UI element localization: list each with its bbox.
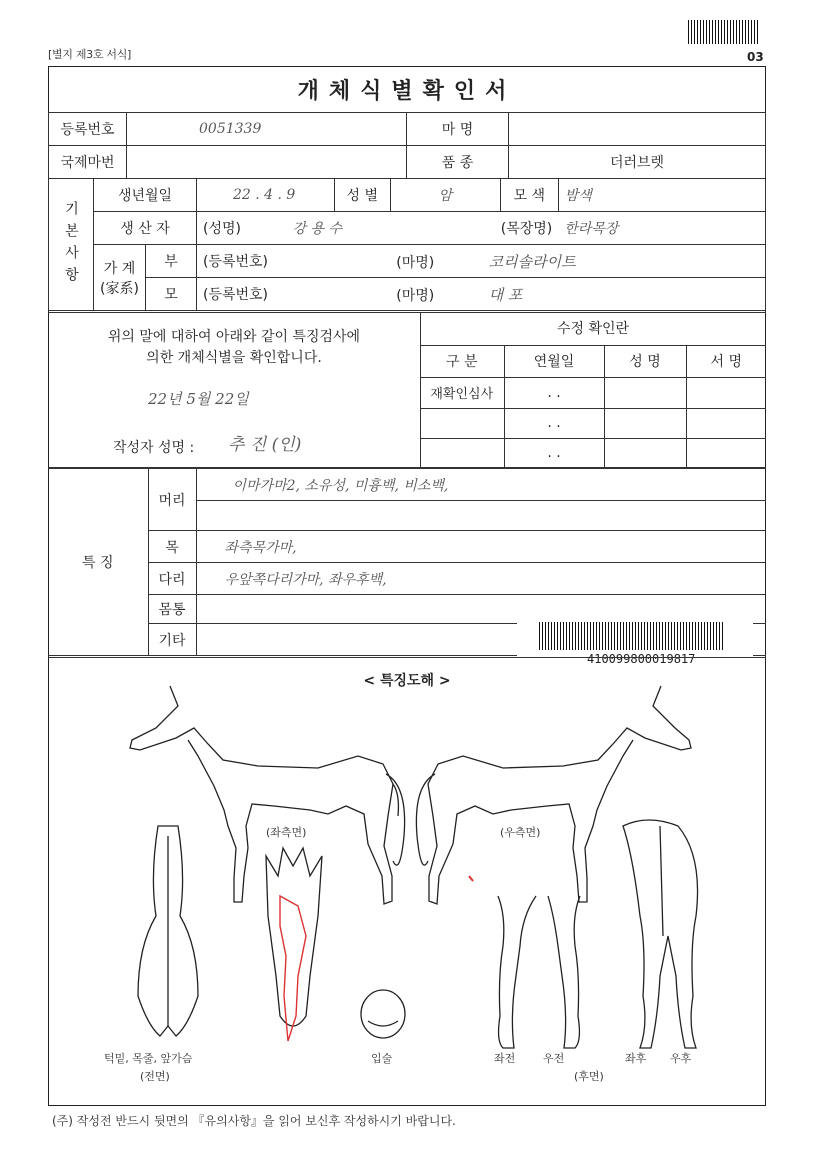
sire-name-cell: (마명) 코리솔라이트 <box>390 245 765 278</box>
barcode-bar <box>647 622 648 650</box>
farm-value: 한라목장 <box>558 212 765 245</box>
barcode-bar <box>626 622 627 650</box>
barcode-bar <box>599 622 600 650</box>
breeder-label: 생 산 자 <box>94 212 197 245</box>
barcode-bar <box>566 622 567 650</box>
front-legs-view <box>498 896 580 1048</box>
body-label: 몸통 <box>148 595 196 624</box>
row1-category: 재확인심사 <box>420 377 504 408</box>
barcode-bar <box>623 622 624 650</box>
pedigree-label: 가 계 (家系) <box>94 245 146 311</box>
breed-label: 품 종 <box>407 146 509 179</box>
confirm-statement-1: 위의 말에 대하여 아래와 같이 특징검사에 <box>107 329 361 345</box>
dam-name-cell: (마명) 대 포 <box>390 278 765 311</box>
barcode-bar <box>692 622 693 650</box>
barcode-bar <box>614 622 615 650</box>
barcode-bar <box>748 20 749 44</box>
registration-table <box>48 112 766 179</box>
farm-label: (목장명) <box>390 212 558 245</box>
barcode-bar <box>691 20 692 44</box>
barcode-bar <box>697 20 698 44</box>
head-value: 이마가마2, 소유성, 미흉백, 비소백, <box>196 469 766 501</box>
correction-table <box>420 312 766 468</box>
barcode-bar <box>727 20 728 44</box>
sire-label: 부 <box>146 245 197 278</box>
barcode-bar <box>602 622 603 650</box>
barcode-bar <box>629 622 630 650</box>
col-category: 구 분 <box>420 345 504 377</box>
correction-title: 수정 확인란 <box>420 312 766 345</box>
intl-no-label: 국제마번 <box>49 146 127 179</box>
sex-label: 성 별 <box>334 179 390 212</box>
breeder-name-value: 강 용 수 <box>287 212 391 245</box>
barcode-bar <box>572 622 573 650</box>
front-left-caption: 좌전 <box>494 1052 516 1065</box>
barcode-bar <box>641 622 642 650</box>
sticker-barcode <box>539 622 745 650</box>
barcode-bar <box>721 20 722 44</box>
basic-info-table <box>48 178 766 311</box>
barcode-bar <box>557 622 558 650</box>
features-section-label: 특 징 <box>48 469 148 656</box>
barcode-bar <box>632 622 633 650</box>
front-chest-view <box>138 826 198 1036</box>
other-label: 기타 <box>148 624 196 656</box>
barcode-bar <box>635 622 636 650</box>
barcode-bar <box>590 622 591 650</box>
dob-value: 22 . 4 . 9 <box>197 179 335 212</box>
barcode-bar <box>611 622 612 650</box>
barcode-bar <box>689 622 690 650</box>
barcode-bar <box>650 622 651 650</box>
lips-view <box>361 990 405 1038</box>
barcode-bar <box>703 20 704 44</box>
barcode-bar <box>688 20 689 44</box>
col-sign: 서 명 <box>686 345 766 377</box>
legs-value: 우앞쪽다리가마, 좌우후백, <box>196 563 766 595</box>
row3-date: . . <box>504 438 604 468</box>
barcode-bar <box>677 622 678 650</box>
row1-date: . . <box>504 377 604 408</box>
barcode-bar <box>656 622 657 650</box>
barcode-bar <box>638 622 639 650</box>
neck-value: 좌측목가마, <box>196 531 766 563</box>
rear-right-caption: 우후 <box>670 1052 692 1065</box>
row1-sign <box>686 377 766 408</box>
barcode-bar <box>733 20 734 44</box>
barcode-bar <box>545 622 546 650</box>
breeder-name-label: (성명) <box>197 212 287 245</box>
dam-label: 모 <box>146 278 197 311</box>
basic-section-label: 기본사항 <box>49 179 94 311</box>
confirm-statement-2: 의한 개체식별을 확인합니다. <box>146 350 322 366</box>
barcode-bar <box>722 622 723 650</box>
breed-value: 더러브렛 <box>509 146 766 179</box>
barcode-bar <box>706 20 707 44</box>
barcode-bar <box>739 20 740 44</box>
horse-diagram <box>48 676 766 1096</box>
page-number: 03 <box>747 50 764 64</box>
barcode-bar <box>584 622 585 650</box>
row3-sign <box>686 438 766 468</box>
head-label: 머리 <box>148 469 196 531</box>
barcode-bar <box>596 622 597 650</box>
top-barcode <box>688 20 762 44</box>
barcode-bar <box>671 622 672 650</box>
barcode-bar <box>686 622 687 650</box>
barcode-bar <box>569 622 570 650</box>
left-side-horse <box>130 686 405 904</box>
barcode-bar <box>551 622 552 650</box>
form-number-label: [별지 제3호 서식] <box>48 48 132 61</box>
barcode-bar <box>662 622 663 650</box>
barcode-bar <box>620 622 621 650</box>
coat-color-label: 모 색 <box>500 179 558 212</box>
row3-name <box>604 438 686 468</box>
sire-reg-label: (등록번호) <box>197 245 391 278</box>
barcode-bar <box>587 622 588 650</box>
row2-sign <box>686 408 766 438</box>
coat-color-value: 밤색 <box>558 179 765 212</box>
barcode-bar <box>554 622 555 650</box>
barcode-bar <box>715 20 716 44</box>
barcode-bar <box>659 622 660 650</box>
barcode-bar <box>710 622 711 650</box>
barcode-bar <box>548 622 549 650</box>
intl-no-value <box>127 146 407 179</box>
barcode-bar <box>745 20 746 44</box>
sex-value: 암 <box>390 179 500 212</box>
lips-caption: 입술 <box>371 1052 393 1065</box>
front-right-caption: 우전 <box>543 1052 565 1065</box>
left-side-label: (좌측면) <box>266 826 307 839</box>
barcode-bar <box>700 20 701 44</box>
barcode-bar <box>593 622 594 650</box>
barcode-bar <box>605 622 606 650</box>
barcode-bar <box>542 622 543 650</box>
row2-category <box>420 408 504 438</box>
row2-name <box>604 408 686 438</box>
barcode-bar <box>730 20 731 44</box>
barcode-bar <box>742 20 743 44</box>
col-date: 연월일 <box>504 345 604 377</box>
barcode-bar <box>704 622 705 650</box>
barcode-bar <box>539 622 540 650</box>
rear-caption: (후면) <box>574 1070 604 1083</box>
row3-category <box>420 438 504 468</box>
barcode-bar <box>716 622 717 650</box>
rear-view <box>623 820 698 1048</box>
barcode-bar <box>736 20 737 44</box>
writer-signature: 추 진 (인) <box>228 435 302 455</box>
reg-no-label: 등록번호 <box>49 113 127 146</box>
col-name: 성 명 <box>604 345 686 377</box>
barcode-bar <box>757 20 758 44</box>
barcode-number: 410099800019817 <box>587 652 696 666</box>
barcode-bar <box>709 20 710 44</box>
horse-name-label: 마 명 <box>407 113 509 146</box>
barcode-bar <box>644 622 645 650</box>
barcode-bar <box>707 622 708 650</box>
barcode-bar <box>751 20 752 44</box>
head-value-line-2 <box>196 501 766 531</box>
barcode-bar <box>698 622 699 650</box>
dam-reg-label: (등록번호) <box>197 278 391 311</box>
writer-label: 작성자 성명 : <box>113 440 195 456</box>
barcode-bar <box>695 622 696 650</box>
barcode-bar <box>575 622 576 650</box>
barcode-bar <box>701 622 702 650</box>
front-caption-1: 턱밑, 목줄, 앞가슴 <box>104 1052 193 1065</box>
neck-label: 목 <box>148 531 196 563</box>
barcode-bar <box>683 622 684 650</box>
barcode-bar <box>668 622 669 650</box>
barcode-bar <box>581 622 582 650</box>
barcode-bar <box>665 622 666 650</box>
confirm-date: 22년 5월 22일 <box>148 390 249 408</box>
row1-name <box>604 377 686 408</box>
right-side-label: (우측면) <box>500 826 541 839</box>
reg-no-value: 0051339 <box>127 113 407 146</box>
barcode-bar <box>712 20 713 44</box>
document-title: 개체식별확인서 <box>297 79 517 104</box>
head-front-view <box>266 848 322 1041</box>
row2-date: . . <box>504 408 604 438</box>
right-side-horse <box>416 686 691 904</box>
barcode-bar <box>560 622 561 650</box>
features-bottom-line <box>48 657 766 658</box>
barcode-bar <box>680 622 681 650</box>
barcode-sticker <box>517 619 753 669</box>
barcode-bar <box>653 622 654 650</box>
barcode-bar <box>713 622 714 650</box>
barcode-bar <box>719 622 720 650</box>
front-caption-2: (전면) <box>140 1070 170 1083</box>
barcode-bar <box>718 20 719 44</box>
barcode-bar <box>578 622 579 650</box>
rear-left-caption: 좌후 <box>625 1052 647 1065</box>
barcode-bar <box>608 622 609 650</box>
barcode-bar <box>694 20 695 44</box>
barcode-bar <box>674 622 675 650</box>
barcode-bar <box>563 622 564 650</box>
barcode-bar <box>617 622 618 650</box>
dob-label: 생년월일 <box>94 179 197 212</box>
legs-label: 다리 <box>148 563 196 595</box>
footer-note: (주) 작성전 반드시 뒷면의 『유의사항』을 읽어 보신후 작성하시기 바랍니다. <box>52 1114 456 1128</box>
barcode-bar <box>724 20 725 44</box>
barcode-bar <box>754 20 755 44</box>
horse-name-value <box>509 113 766 146</box>
diagram-title: < 특징도해 > <box>363 673 451 689</box>
